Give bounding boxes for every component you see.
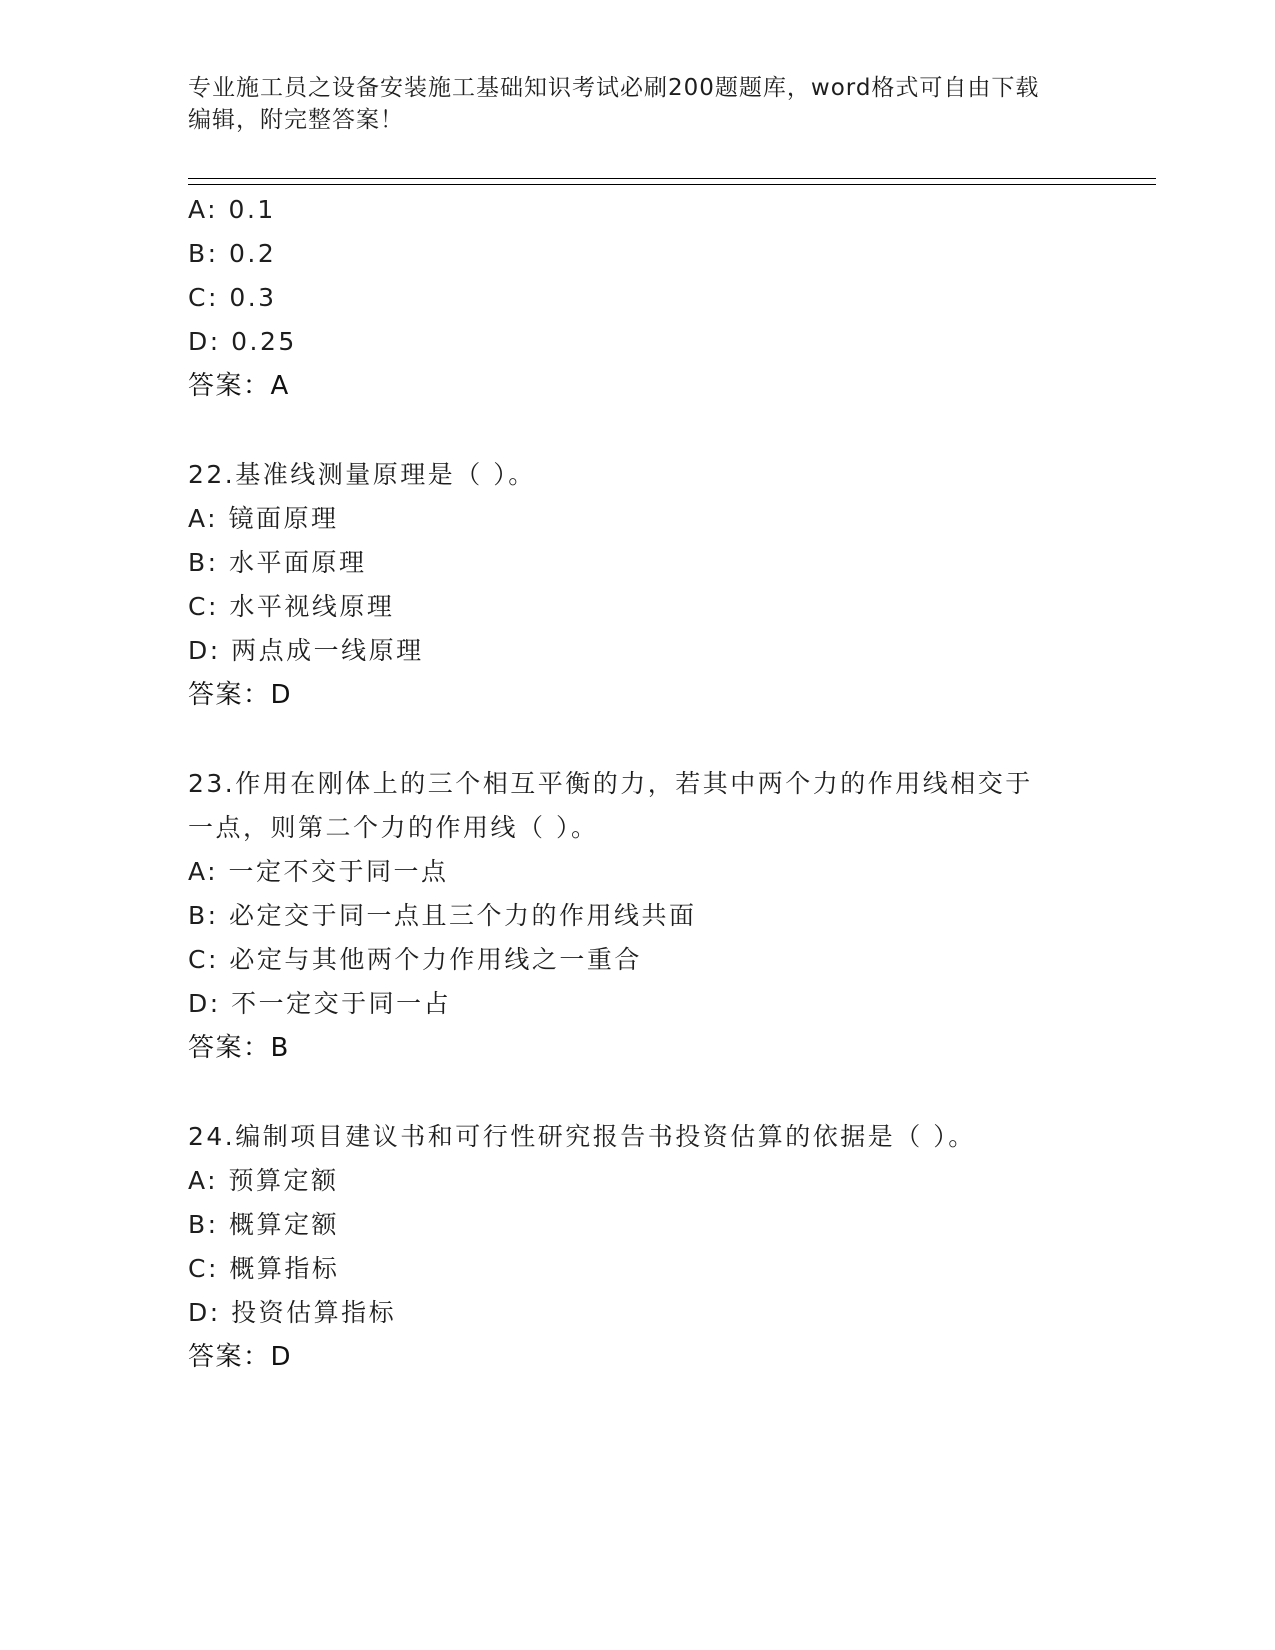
option-a: A: 0.1 (188, 195, 276, 224)
header-line-2: 编辑，附完整答案！ (188, 107, 404, 133)
option-d: D: 0.25 (188, 327, 297, 356)
answer: 答案：A (188, 371, 290, 401)
option-d: D: 两点成一线原理 (188, 636, 424, 665)
option-b: B: 必定交于同一点且三个力的作用线共面 (188, 901, 697, 930)
header-line-1: 专业施工员之设备安装施工基础知识考试必刷200题题库，word格式可自由下载 (188, 75, 1040, 101)
option-b: B: 水平面原理 (188, 548, 367, 577)
option-d: D: 不一定交于同一占 (188, 989, 452, 1018)
option-c: C: 0.3 (188, 283, 277, 312)
answer: 答案：D (188, 1342, 293, 1372)
option-c: C: 水平视线原理 (188, 592, 395, 621)
question-stem: 23.作用在刚体上的三个相互平衡的力，若其中两个力的作用线相交于 (188, 769, 1033, 798)
option-b: B: 0.2 (188, 239, 277, 268)
option-c: C: 概算指标 (188, 1254, 340, 1283)
option-a: A: 一定不交于同一点 (188, 857, 449, 886)
question-stem-continued: 一点，则第二个力的作用线（ ）。 (188, 813, 599, 842)
option-b: B: 概算定额 (188, 1210, 340, 1239)
option-d: D: 投资估算指标 (188, 1298, 397, 1327)
answer: 答案：B (188, 1033, 290, 1063)
document-header (188, 72, 1068, 136)
question-stem: 22.基准线测量原理是（ ）。 (188, 460, 536, 489)
header-rule-bottom (188, 184, 1156, 185)
header-rule-top (188, 178, 1156, 179)
option-a: A: 镜面原理 (188, 504, 339, 533)
option-a: A: 预算定额 (188, 1166, 339, 1195)
question-stem: 24.编制项目建议书和可行性研究报告书投资估算的依据是（ ）。 (188, 1122, 976, 1151)
answer: 答案：D (188, 680, 293, 710)
option-c: C: 必定与其他两个力作用线之一重合 (188, 945, 642, 974)
